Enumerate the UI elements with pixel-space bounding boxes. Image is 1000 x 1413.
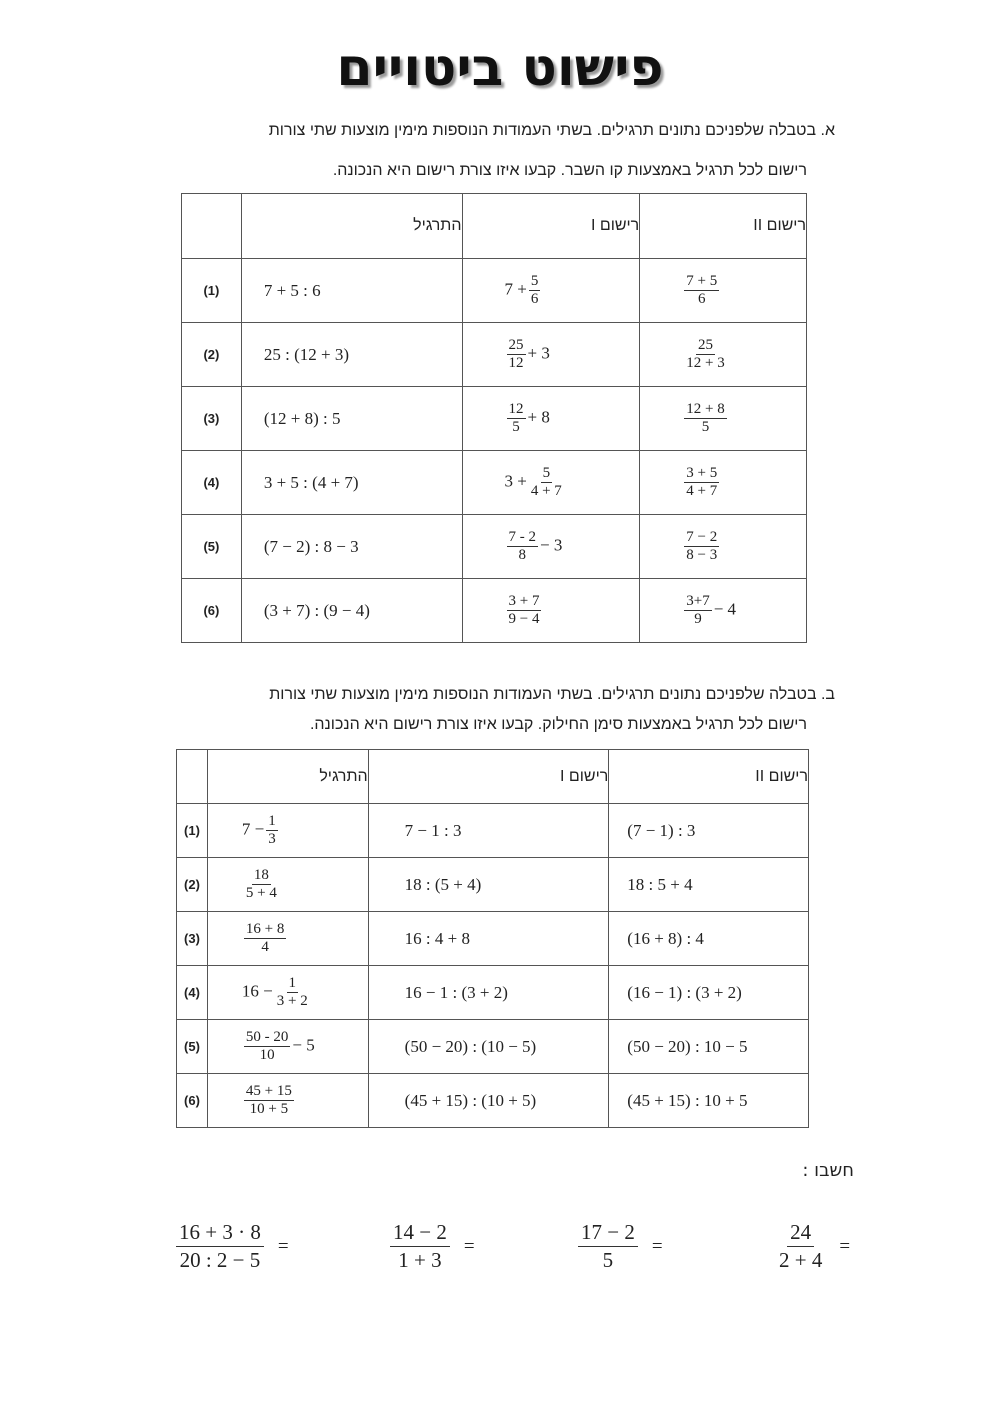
denominator: 12 + 3 — [686, 355, 725, 371]
part-b-instruction-line2: רישום לכל תרגיל באמצעות סימן החילוק. קבעו איזו צורת רישום היא הנכונה. — [309, 716, 807, 733]
row-number: (2) — [177, 858, 208, 912]
row-number: (4) — [177, 966, 208, 1020]
header-exercise: התרגיל — [207, 750, 368, 804]
numerator: 5 — [530, 273, 539, 289]
numerator: 1 — [288, 975, 296, 991]
row-number: (3) — [177, 912, 208, 966]
fraction — [684, 530, 719, 563]
header-form-1: רישום I — [368, 750, 609, 804]
fraction — [684, 594, 711, 627]
denominator: 6 — [530, 291, 539, 307]
exercise-cell — [207, 1020, 368, 1074]
form-2-cell: 18 : 5 + 4 — [609, 858, 809, 912]
numerator: 5 — [542, 465, 551, 481]
exercise-cell — [207, 804, 368, 858]
numerator: 25 — [508, 337, 524, 353]
numerator: 3 + 7 — [508, 593, 540, 609]
part-b-instruction-line1: ב. בטבלה שלפניכם נתונים תרגילים. בשתי העמודות הנוספות מימין מוצעות שתי צורות — [269, 686, 835, 703]
form-2-cell: (45 + 15) : 10 + 5 — [609, 1074, 809, 1128]
denominator: 5 — [602, 1248, 614, 1272]
equals-sign: = — [277, 1235, 289, 1257]
exercise-cell — [207, 1074, 368, 1128]
denominator: 4 + 7 — [530, 483, 562, 499]
part-b-header-row — [177, 750, 809, 804]
fraction — [529, 466, 564, 499]
calc-item-4 — [174, 1222, 289, 1271]
numerator: 45 + 15 — [245, 1083, 292, 1099]
form-1-cell: (50 − 20) : (10 − 5) — [368, 1020, 609, 1074]
numerator: 3 + 5 — [686, 465, 718, 481]
table-row — [182, 387, 807, 451]
exercise-cell: 7 + 5 : 6 — [241, 259, 462, 323]
denominator: 3 + 2 — [276, 993, 308, 1009]
denominator: 9 − 4 — [508, 611, 540, 627]
numerator: 1 — [268, 813, 276, 829]
denominator: 8 — [518, 547, 526, 563]
denominator: 10 — [259, 1047, 275, 1063]
table-row — [182, 515, 807, 579]
fraction — [507, 594, 542, 627]
table-row — [177, 1074, 809, 1128]
denominator: 20 : 2 − 5 — [179, 1248, 261, 1272]
row-number: (1) — [182, 259, 242, 323]
row-number: (6) — [182, 579, 242, 643]
calc-item-3 — [388, 1222, 475, 1271]
form-2-cell: (50 − 20) : 10 − 5 — [609, 1020, 809, 1074]
denominator: 5 — [701, 419, 710, 435]
exercise-cell — [207, 912, 368, 966]
fraction — [776, 1222, 825, 1271]
part-a-instruction-line2: רישום לכל תרגיל באמצעות קו השבר. קבעו איזו צורת רישום היא הנכונה. — [332, 162, 807, 179]
fraction — [176, 1222, 264, 1271]
fraction — [244, 922, 286, 955]
expr-post: − 4 — [713, 599, 737, 619]
fraction — [275, 976, 310, 1009]
fraction — [684, 338, 726, 371]
numerator: 7 + 5 — [686, 273, 718, 289]
form-1-cell — [462, 323, 640, 387]
equals-sign: = — [651, 1235, 663, 1257]
row-number: (5) — [182, 515, 242, 579]
form-1-cell — [462, 451, 640, 515]
exercise-cell: 25 : (12 + 3) — [241, 323, 462, 387]
table-row — [177, 804, 809, 858]
table-row — [177, 858, 809, 912]
fraction — [266, 814, 278, 847]
exercise-cell — [207, 858, 368, 912]
form-1-cell: 16 : 4 + 8 — [368, 912, 609, 966]
table-row — [177, 1020, 809, 1074]
numerator: 7 - 2 — [508, 529, 536, 545]
calc-item-1 — [774, 1222, 850, 1271]
exercise-cell — [207, 966, 368, 1020]
numerator: 50 - 20 — [245, 1029, 289, 1045]
fraction — [684, 274, 719, 307]
denominator: 6 — [697, 291, 706, 307]
header-form-1: רישום I — [462, 194, 640, 259]
exercise-cell: (12 + 8) : 5 — [241, 387, 462, 451]
row-number: (6) — [177, 1074, 208, 1128]
fraction — [529, 274, 541, 307]
table-row — [182, 451, 807, 515]
fraction — [507, 402, 526, 435]
table-row — [177, 966, 809, 1020]
form-1-cell: 7 − 1 : 3 — [368, 804, 609, 858]
form-2-cell — [640, 515, 807, 579]
form-1-cell: 18 : (5 + 4) — [368, 858, 609, 912]
fraction — [507, 338, 526, 371]
form-2-cell — [640, 259, 807, 323]
denominator: 3 — [268, 831, 276, 847]
numerator: 16 + 3 · 8 — [176, 1222, 264, 1247]
numerator: 18 — [253, 867, 269, 883]
exercise-cell: 3 + 5 : (4 + 7) — [241, 451, 462, 515]
fraction — [684, 402, 726, 435]
fraction — [244, 868, 279, 901]
equals-sign: = — [463, 1235, 475, 1257]
denominator: 5 + 4 — [245, 885, 277, 901]
numerator: 14 − 2 — [390, 1222, 450, 1247]
form-1-cell — [462, 259, 640, 323]
form-2-cell — [640, 451, 807, 515]
denominator: 8 − 3 — [686, 547, 718, 563]
table-row — [182, 579, 807, 643]
fraction — [578, 1222, 638, 1271]
denominator: 1 + 3 — [398, 1248, 442, 1272]
header-empty-cell — [177, 750, 208, 804]
header-empty-cell — [182, 194, 242, 259]
fraction — [507, 530, 539, 563]
calc-label: חשבו : — [802, 1160, 854, 1181]
table-row — [177, 912, 809, 966]
part-a-table — [181, 193, 807, 643]
form-1-cell — [462, 579, 640, 643]
form-1-cell — [462, 387, 640, 451]
fraction — [684, 466, 719, 499]
part-b-table — [176, 749, 809, 1128]
numerator: 16 + 8 — [245, 921, 285, 937]
denominator: 4 + 7 — [686, 483, 718, 499]
row-number: (4) — [182, 451, 242, 515]
numerator: 24 — [787, 1222, 814, 1247]
form-1-cell: (45 + 15) : (10 + 5) — [368, 1074, 609, 1128]
fraction — [244, 1030, 291, 1063]
row-number: (1) — [177, 804, 208, 858]
numerator: 7 − 2 — [686, 529, 718, 545]
part-a-instruction-line1: א. בטבלה שלפניכם נתונים תרגילים. בשתי העמודות הנוספות מימין מוצעות שתי צורות — [268, 122, 835, 139]
header-exercise: התרגיל — [241, 194, 462, 259]
numerator: 12 + 8 — [686, 401, 725, 417]
expr-post: + 8 — [527, 407, 550, 427]
exercise-cell: (3 + 7) : (9 − 4) — [241, 579, 462, 643]
table-row — [182, 259, 807, 323]
numerator: 12 — [508, 401, 524, 417]
row-number: (3) — [182, 387, 242, 451]
header-form-2: רישום II — [640, 194, 807, 259]
table-row — [182, 323, 807, 387]
numerator: 17 − 2 — [578, 1222, 638, 1247]
form-2-cell: (7 − 1) : 3 — [609, 804, 809, 858]
form-2-cell: (16 + 8) : 4 — [609, 912, 809, 966]
exercise-cell: (7 − 2) : 8 − 3 — [241, 515, 462, 579]
expr-post: − 3 — [540, 535, 563, 555]
denominator: 4 — [261, 939, 269, 955]
fraction — [390, 1222, 450, 1271]
form-2-cell: (16 − 1) : (3 + 2) — [609, 966, 809, 1020]
form-2-cell — [640, 387, 807, 451]
row-number: (2) — [182, 323, 242, 387]
denominator: 12 — [508, 355, 524, 371]
expr-post: − 5 — [292, 1035, 315, 1055]
denominator: 9 — [694, 611, 702, 627]
form-1-cell — [462, 515, 640, 579]
header-form-2: רישום II — [609, 750, 809, 804]
denominator: 5 — [512, 419, 520, 435]
expr-pre: 3 + — [504, 471, 527, 491]
form-1-cell: 16 − 1 : (3 + 2) — [368, 966, 609, 1020]
expr-pre: 7 − — [241, 819, 265, 839]
row-number: (5) — [177, 1020, 208, 1074]
calc-item-2 — [576, 1222, 663, 1271]
equals-sign: = — [839, 1235, 851, 1257]
expr-pre: 16 − — [241, 981, 273, 1001]
numerator: 25 — [697, 337, 713, 353]
numerator: 3+7 — [686, 593, 710, 609]
form-2-cell — [640, 323, 807, 387]
part-a-header-row — [182, 194, 807, 259]
denominator: 2 + 4 — [779, 1248, 823, 1272]
expr-post: + 3 — [527, 343, 550, 363]
expr-pre: 7 + — [504, 279, 527, 299]
page-title: פישוט ביטויים — [336, 38, 664, 98]
fraction — [244, 1084, 294, 1117]
denominator: 10 + 5 — [249, 1101, 289, 1117]
form-2-cell — [640, 579, 807, 643]
